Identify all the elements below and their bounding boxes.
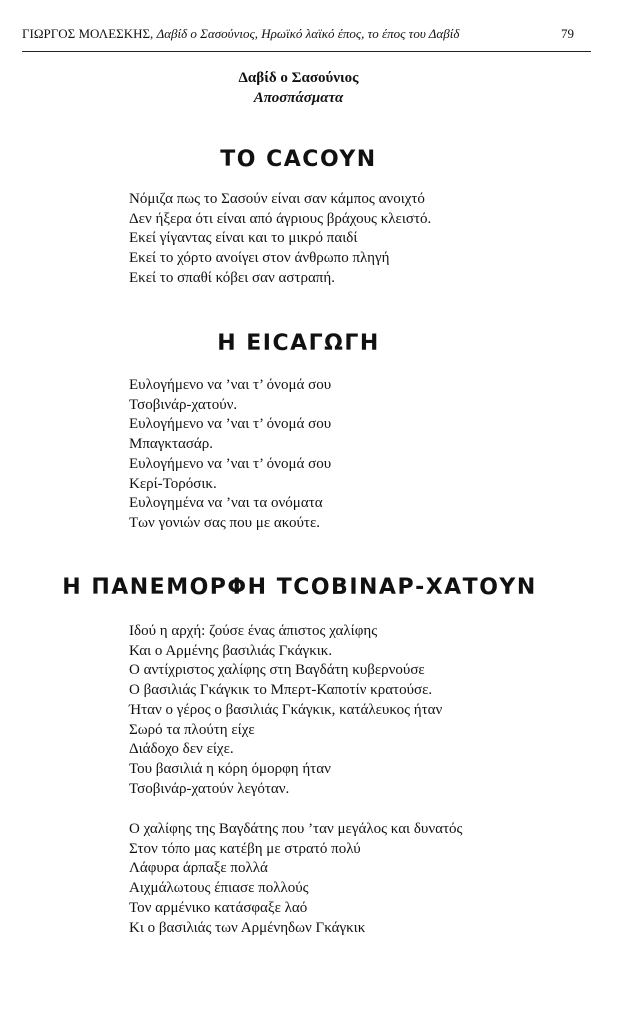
- verse-line: Ιδού η αρχή: ζούσε ένας άπιστος χαλίφης: [129, 623, 378, 639]
- verse-line: Ευλογήμενο να ’ναι τ’ όνομά σου: [129, 416, 332, 433]
- header-author: ΓΙΩΡΓΟΣ ΜΟΛΕΣΚΗΣ,: [22, 26, 154, 41]
- stanza-tsovinar-2: [129, 820, 462, 938]
- verse-line: Διάδοχο δεν είχε.: [129, 741, 234, 758]
- header-subtitle: Δαβίδ ο Σασούνιος, Ηρωϊκό λαϊκό έπος, το έπος του Δαβίδ: [156, 26, 460, 41]
- work-subtitle: Αποσπάσματα: [253, 90, 344, 106]
- verse-line: Του βασιλιά η κόρη όμορφη ήταν: [129, 760, 331, 777]
- verse-line: Και ο Αρμένης βασιλιάς Γκάγκικ.: [129, 642, 333, 659]
- verse-line: Των γονιών σας που με ακούτε.: [129, 514, 320, 531]
- verse-line: Εκεί το σπαθί κόβει σαν αστραπή.: [129, 269, 335, 286]
- verse-line: Δεν ήξερα ότι είναι από άγριους βράχους κλειστό.: [129, 210, 432, 227]
- verse-line: Αιχμάλωτους έπιασε πολλούς: [129, 880, 309, 897]
- header-rule: [22, 51, 591, 52]
- verse-line: Κερί-Τορόσικ.: [129, 475, 217, 492]
- stanza-introduction: [129, 376, 331, 534]
- verse-line: Λάφυρα άρπαξε πολλά: [129, 860, 268, 877]
- section-heading-tsovinar: Η ΠΑΝΕΜΟΡΦΗ ΤCΟΒΙΝΑΡ-ΧΑΤΟΥΝ: [62, 575, 537, 600]
- verse-line: Ευλογημένα να ’ναι τα ονόματα: [129, 495, 323, 512]
- verse-line: Ήταν ο γέρος ο βασιλιάς Γκάγκικ, κατάλευκος ήταν: [129, 701, 443, 718]
- work-title: Δαβίδ ο Σασούνιος: [238, 70, 359, 86]
- verse-line: Ο χαλίφης της Βαγδάτης που ’ταν μεγάλος και δυνατός: [129, 821, 463, 837]
- verse-line: Ο αντίχριστος χαλίφης στη Βαγδάτη κυβερνούσε: [129, 662, 425, 679]
- stanza-sasoun: [129, 190, 431, 289]
- verse-line: Νόμιζα πως το Σασούν είναι σαν κάμπος ανοιχτό: [129, 191, 425, 207]
- verse-line: Εκεί το χόρτο ανοίγει στον άνθρωπο πληγή: [129, 250, 390, 267]
- verse-line: Ευλογήμενο να ’ναι τ’ όνομά σου: [129, 455, 332, 472]
- verse-line: Τον αρμένικο κατάσφαξε λαό: [129, 899, 308, 916]
- verse-line: Σωρό τα πλούτη είχε: [129, 721, 255, 738]
- verse-line: Τσοβινάρ-χατούν.: [129, 396, 238, 413]
- verse-line: Στον τόπο μας κατέβη με στρατό πολύ: [129, 840, 361, 857]
- stanza-tsovinar-1: [129, 622, 442, 799]
- verse-line: Ευλογήμενο να ’ναι τ’ όνομά σου: [129, 377, 332, 393]
- verse-line: Κι ο βασιλιάς των Αρμένηδων Γκάγκικ: [129, 919, 366, 936]
- section-heading-introduction: Η ΕΙCΑΓΩΓΗ: [217, 331, 380, 356]
- verse-line: Μπαγκτασάρ.: [129, 436, 214, 453]
- section-heading-sasoun: ΤΟ CACOYN: [220, 147, 377, 172]
- header-text: [22, 26, 459, 42]
- running-header: [22, 26, 582, 48]
- verse-line: Τσοβινάρ-χατούν λεγόταν.: [129, 780, 290, 797]
- verse-line: Ο βασιλιάς Γκάγκικ το Μπερτ-Καποτίν κρατούσε.: [129, 682, 433, 699]
- verse-line: Εκεί γίγαντας είναι και το μικρό παιδί: [129, 230, 358, 247]
- page-number: 79: [561, 26, 574, 41]
